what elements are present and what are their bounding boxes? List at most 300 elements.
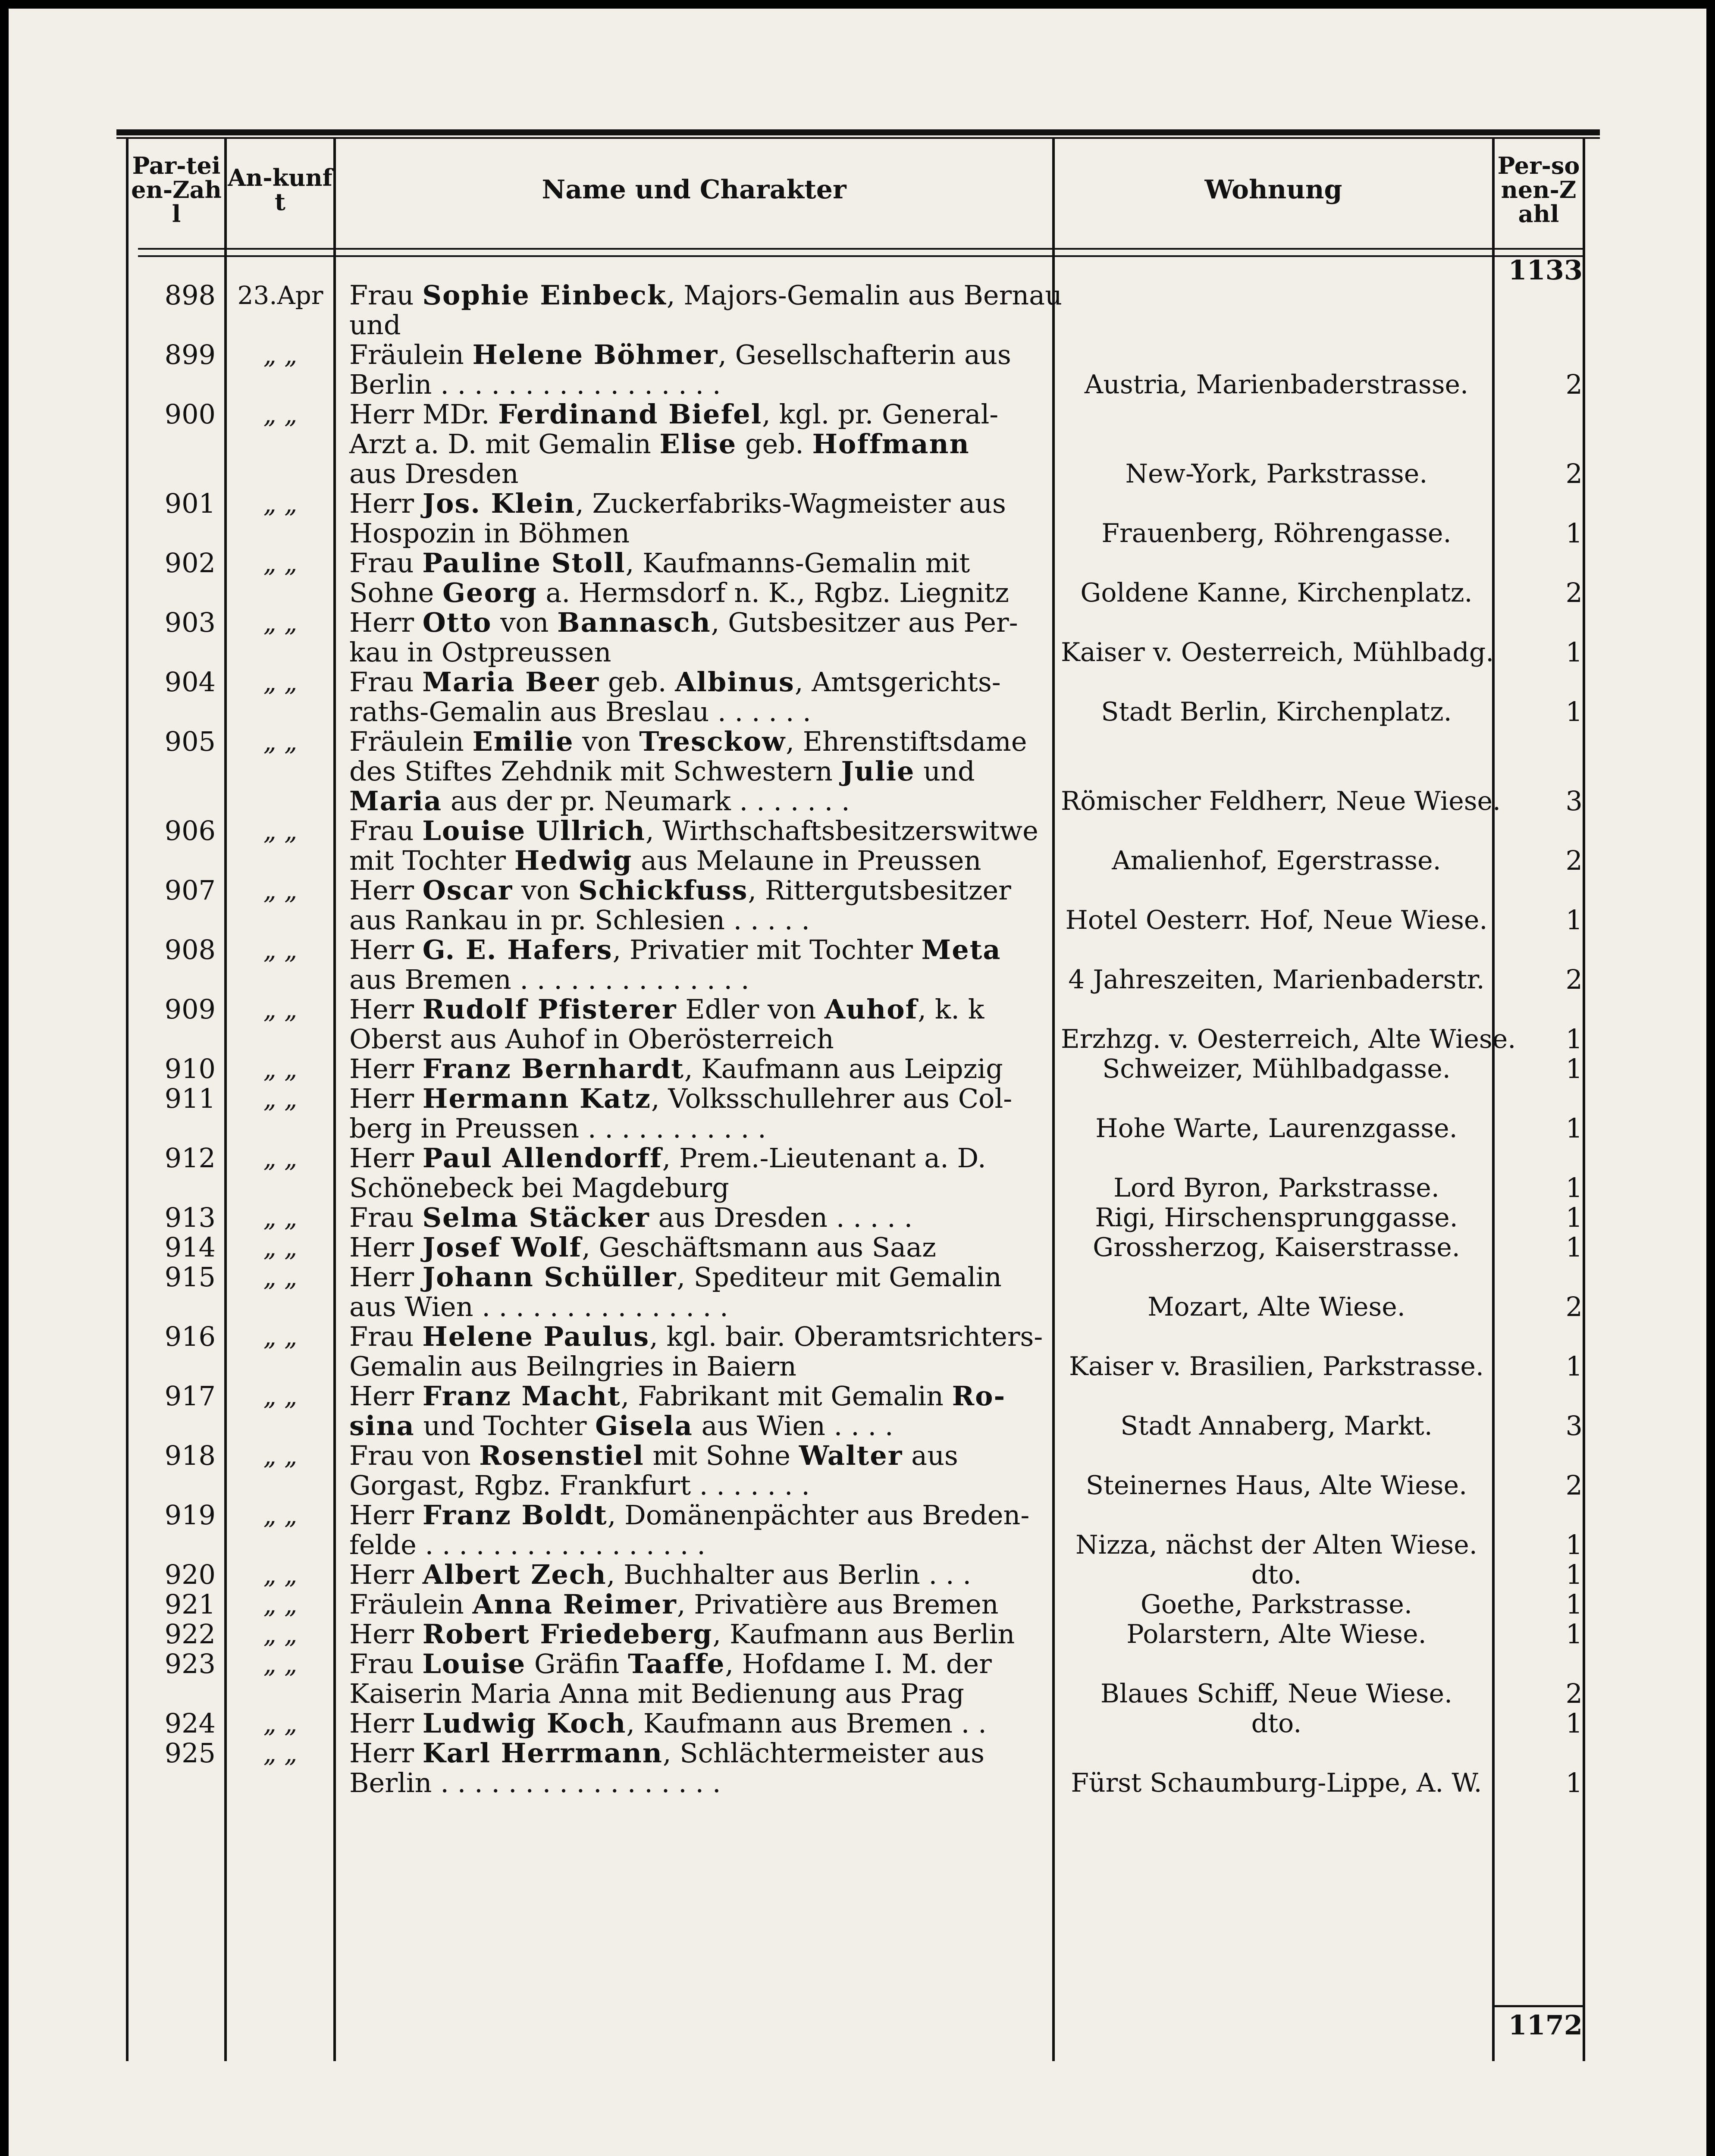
entry-text: , Gesellschafterin aus: [718, 339, 1011, 370]
residence: Mozart, Alte Wiese.: [1148, 1292, 1405, 1322]
register-page: [9, 9, 1706, 2156]
entry-line: [349, 578, 1039, 608]
guest-name: Schickfuss: [578, 874, 748, 906]
residence: Römischer Feldherr, Neue Wiese.: [1061, 786, 1501, 816]
person-count: 3: [1565, 1410, 1583, 1442]
guest-name: Ro-: [952, 1380, 1006, 1412]
party-number: 899: [164, 339, 216, 370]
entry-line: [349, 1054, 1039, 1084]
entry-text: Herr: [349, 1232, 423, 1263]
entry-text: Herr: [349, 1559, 423, 1590]
guest-name: Meta: [921, 934, 1001, 965]
residence: Kaiser v. Oesterreich, Mühlbadg.: [1061, 637, 1494, 667]
header-name-und-charakter: Name und Charakter: [542, 175, 847, 205]
entry-text: Berlin . . . . . . . . . . . . . . . . .: [349, 369, 721, 400]
entry-text: Herr: [349, 1083, 423, 1114]
guest-name: Paul Allendorff: [422, 1142, 662, 1174]
guest-name-and-character: [349, 1203, 1039, 1232]
header-personen-zahl: Per-sonen-Zahl: [1497, 152, 1580, 228]
party-number: 910: [164, 1053, 216, 1084]
entry-line: [349, 1619, 1039, 1649]
guest-name-and-character: [349, 1708, 1039, 1738]
guest-name: Johann Schüller: [422, 1261, 677, 1293]
guest-name-and-character: [349, 994, 1039, 1054]
person-count: 1: [1565, 696, 1583, 727]
party-number: 913: [164, 1202, 216, 1233]
header-ankunft: An-kunft: [228, 164, 332, 216]
entry-text: , Domänenpächter aus Breden-: [607, 1499, 1030, 1531]
party-number: 919: [164, 1499, 216, 1531]
entry-line: [349, 1768, 1039, 1798]
guest-name: Walter: [799, 1440, 903, 1471]
guest-name-and-character: [349, 1084, 1039, 1143]
entry-text: , Gutsbesitzer aus Per-: [711, 607, 1018, 638]
entry-text: , kgl. pr. General-: [762, 398, 999, 430]
person-count: 1: [1565, 1202, 1583, 1233]
entry-text: Gemalin aus Beilngries in Baiern: [349, 1351, 796, 1382]
entry-text: , Hofdame I. M. der: [725, 1648, 992, 1680]
arrival-date: „ „: [263, 1709, 298, 1738]
guest-name-and-character: [349, 1262, 1039, 1322]
entry-text: Herr MDr.: [349, 398, 499, 430]
person-count: 1: [1565, 1112, 1583, 1144]
guest-name-and-character: [349, 1321, 1043, 1382]
party-number: 904: [164, 666, 216, 698]
residence: Schweizer, Mühlbadgasse.: [1102, 1054, 1451, 1084]
guest-name: Pauline Stoll: [422, 547, 626, 579]
residence: Frauenberg, Röhrengasse.: [1101, 518, 1452, 548]
party-number: 900: [164, 398, 216, 430]
guest-name-and-character: [349, 1381, 1039, 1441]
guest-name-and-character: [349, 1738, 1039, 1798]
entry-text: Herr: [349, 1053, 423, 1084]
entry-line: [349, 816, 1039, 846]
entry-line: [349, 1708, 1039, 1738]
entry-line: [349, 1321, 1043, 1352]
guest-name-and-character: [349, 1619, 1039, 1649]
arrival-date: „ „: [263, 1441, 298, 1470]
guest-name: Tresckow: [639, 726, 786, 757]
entry-line: [349, 727, 1039, 756]
entry-text: , Spediteur mit Gemalin: [677, 1261, 1002, 1293]
residence: Austria, Marienbaderstrasse.: [1084, 370, 1469, 400]
entry-line: [349, 370, 1039, 399]
guest-name: Maria Beer: [422, 666, 600, 698]
entry-text: Frau: [349, 1321, 423, 1352]
guest-name: sina: [349, 1410, 415, 1442]
guest-name: Franz Macht: [422, 1380, 621, 1412]
guest-name-and-character: [349, 340, 1039, 399]
header-parteien-zahl: Par-teien-Zahl: [131, 152, 222, 228]
entry-text: mit Sohne: [644, 1440, 799, 1471]
guest-name: Anna Reimer: [472, 1589, 677, 1620]
entry-line: [349, 1649, 1039, 1679]
arrival-date: „ „: [263, 1322, 298, 1351]
arrival-date: „ „: [263, 1590, 298, 1619]
guest-name-and-character: [349, 1054, 1039, 1084]
person-count: 2: [1565, 1470, 1583, 1501]
guest-name: Karl Herrmann: [422, 1737, 663, 1769]
entry-line: [349, 1500, 1039, 1530]
person-count: 2: [1565, 1291, 1583, 1322]
residence: Blaues Schiff, Neue Wiese.: [1100, 1679, 1453, 1709]
entry-text: von: [492, 607, 558, 638]
entry-text: felde . . . . . . . . . . . . . . . . .: [349, 1529, 705, 1561]
entry-line: [349, 1084, 1039, 1113]
entry-text: aus der pr. Neumark . . . . . . .: [442, 785, 850, 817]
guest-name: Franz Bernhardt: [422, 1053, 684, 1084]
residence: 4 Jahreszeiten, Marienbaderstr.: [1068, 965, 1485, 995]
entry-text: aus Rankau in pr. Schlesien . . . . .: [349, 904, 810, 936]
party-number: 902: [164, 547, 216, 579]
guest-name-and-character: [349, 1232, 1039, 1262]
entry-text: Herr: [349, 874, 423, 906]
entry-text: , Rittergutsbesitzer: [748, 874, 1011, 906]
guest-name-and-character: [349, 816, 1039, 875]
entry-text: Herr: [349, 1499, 423, 1531]
entry-text: Sohne: [349, 577, 443, 608]
header-wohnung: Wohnung: [1204, 175, 1342, 205]
entry-line: [349, 518, 1039, 548]
arrival-date: „ „: [263, 1382, 298, 1411]
entry-line: [349, 667, 1039, 697]
guest-name-and-character: [349, 1560, 1039, 1589]
entry-text: Herr: [349, 1618, 423, 1650]
entry-text: Gorgast, Rgbz. Frankfurt . . . . . . .: [349, 1470, 810, 1501]
entry-text: geb.: [737, 428, 812, 460]
entry-text: und: [915, 755, 975, 787]
party-number: 914: [164, 1232, 216, 1263]
entry-line: [349, 310, 1039, 340]
guest-name: G. E. Hafers: [422, 934, 613, 965]
entry-text: und: [349, 309, 401, 341]
arrival-date: „ „: [263, 1203, 298, 1232]
person-count: 1: [1565, 1351, 1583, 1382]
entry-line: [349, 994, 1039, 1024]
entry-text: aus Wien . . . . . . . . . . . . . . .: [349, 1291, 728, 1322]
guest-name-and-character: [349, 279, 1063, 341]
guest-name: Hermann Katz: [422, 1083, 651, 1114]
entry-text: geb.: [599, 666, 675, 698]
entry-line: [349, 399, 1039, 429]
party-number: 911: [164, 1083, 216, 1114]
entry-text: Gräfin: [526, 1648, 628, 1680]
guest-name: Selma Stäcker: [422, 1202, 650, 1233]
guest-name: Sophie Einbeck: [422, 279, 667, 311]
entry-text: aus Dresden: [349, 458, 519, 489]
entry-text: Fräulein: [349, 339, 473, 370]
entry-line: [349, 1381, 1039, 1411]
arrival-date: „ „: [263, 667, 298, 697]
party-number: 922: [164, 1618, 216, 1650]
residence: Kaiser v. Brasilien, Parkstrasse.: [1069, 1351, 1484, 1382]
entry-text: , Volksschullehrer aus Col-: [651, 1083, 1013, 1114]
entry-text: des Stiftes Zehdnik mit Schwestern: [349, 755, 841, 787]
guest-name-and-character: [349, 1143, 1039, 1203]
party-number: 908: [164, 934, 216, 965]
residence: Lord Byron, Parkstrasse.: [1113, 1173, 1439, 1203]
entry-line: [349, 1679, 1039, 1708]
entry-text: Hospozin in Böhmen: [349, 517, 630, 549]
person-count: 1: [1565, 1559, 1583, 1590]
entry-line: [349, 756, 1039, 786]
end-total: 1172: [1508, 2009, 1583, 2041]
entry-line: [349, 1738, 1039, 1768]
entry-line: [349, 608, 1039, 637]
guest-name: Albert Zech: [422, 1559, 607, 1590]
person-count: 1: [1565, 1232, 1583, 1263]
guest-name: Taaffe: [628, 1648, 725, 1680]
person-count: 1: [1565, 1529, 1583, 1561]
entry-line: [349, 429, 1039, 459]
entry-line: [349, 1351, 1039, 1381]
entry-text: Herr: [349, 488, 423, 519]
entry-text: raths-Gemalin aus Breslau . . . . . .: [349, 696, 811, 727]
entry-text: , Ehrenstiftsdame: [786, 726, 1027, 757]
entry-line: [349, 548, 1039, 578]
entry-text: Herr: [349, 934, 423, 965]
guest-name: Hedwig: [514, 845, 633, 876]
residence: Hohe Warte, Laurenzgasse.: [1095, 1113, 1458, 1144]
guest-name-and-character: [349, 875, 1039, 935]
residence: Amalienhof, Egerstrasse.: [1112, 846, 1441, 876]
person-count: 2: [1565, 845, 1583, 876]
person-count: 1: [1565, 1023, 1583, 1055]
person-count: 1: [1565, 1589, 1583, 1620]
residence: Fürst Schaumburg-Lippe, A. W.: [1071, 1768, 1482, 1798]
entry-text: Herr: [349, 1261, 423, 1293]
entry-line: [349, 965, 1039, 994]
arrival-date: „ „: [263, 608, 298, 637]
entry-line: [349, 279, 1063, 311]
entry-text: , Majors-Gemalin aus Bernau: [666, 279, 1063, 311]
party-number: 915: [164, 1261, 216, 1293]
entry-line: [349, 340, 1039, 370]
entry-text: , k. k: [918, 993, 984, 1025]
entry-text: Frau: [349, 547, 423, 579]
entry-text: Edler von: [677, 993, 825, 1025]
entry-text: , Kaufmann aus Berlin: [712, 1618, 1015, 1650]
entry-text: , Buchhalter aus Berlin . . .: [606, 1559, 972, 1590]
person-count: 1: [1565, 904, 1583, 936]
party-number: 907: [164, 874, 216, 906]
entry-text: Fräulein: [349, 1589, 473, 1620]
entry-text: , Amtsgerichts-: [794, 666, 1001, 698]
residence: Hotel Oesterr. Hof, Neue Wiese.: [1065, 905, 1488, 935]
entry-line: [349, 1441, 1039, 1470]
entry-line: [349, 1470, 1039, 1500]
entry-text: Herr: [349, 993, 423, 1025]
residence: Grossherzog, Kaiserstrasse.: [1093, 1232, 1460, 1263]
party-number: 916: [164, 1321, 216, 1352]
guest-name-and-character: [349, 608, 1039, 667]
entry-line: [349, 1173, 1039, 1203]
party-number: 905: [164, 726, 216, 757]
entry-text: Arzt a. D. mit Gemalin: [349, 428, 660, 460]
entry-text: , Prem.-Lieutenant a. D.: [662, 1142, 986, 1174]
guest-name: Albinus: [675, 666, 795, 698]
entry-text: , Wirthschaftsbesitzerswitwe: [646, 815, 1038, 846]
arrival-date: „ „: [263, 995, 298, 1024]
guest-name: Julie: [841, 755, 915, 787]
entry-text: Herr: [349, 607, 423, 638]
residence: Goethe, Parkstrasse.: [1141, 1589, 1412, 1620]
residence: New-York, Parkstrasse.: [1125, 459, 1428, 489]
arrival-date: „ „: [263, 400, 298, 429]
person-count: 2: [1565, 964, 1583, 995]
person-count: 1: [1565, 1708, 1583, 1739]
entry-line: [349, 1262, 1039, 1292]
party-number: 921: [164, 1589, 216, 1620]
entry-text: , Privatière aus Bremen: [677, 1589, 999, 1620]
residence: Steinernes Haus, Alte Wiese.: [1085, 1470, 1467, 1501]
entry-text: von: [574, 726, 640, 757]
guest-name: Helene Paulus: [422, 1321, 650, 1352]
guest-name-and-character: [349, 548, 1039, 608]
guest-name: Bannasch: [557, 607, 711, 638]
entry-text: , kgl. bair. Oberamtsrichters-: [649, 1321, 1043, 1352]
person-count: 1: [1565, 1172, 1583, 1203]
guest-name-and-character: [349, 399, 1039, 489]
residence: Stadt Annaberg, Markt.: [1120, 1411, 1433, 1441]
guest-name: Maria: [349, 785, 442, 817]
arrival-date: „ „: [263, 1233, 298, 1262]
register-entries: [9, 9, 1706, 2156]
guest-name: Robert Friedeberg: [422, 1618, 713, 1650]
person-count: 2: [1565, 458, 1583, 489]
guest-name: Elise: [659, 428, 737, 460]
guest-name: Oscar: [422, 874, 513, 906]
entry-text: Kaiserin Maria Anna mit Bedienung aus Prag: [349, 1678, 964, 1709]
arrival-date: „ „: [263, 1263, 298, 1292]
guest-name-and-character: [349, 1441, 1039, 1500]
entry-line: [349, 697, 1039, 727]
guest-name-and-character: [349, 1649, 1039, 1708]
entry-text: a. Hermsdorf n. K., Rgbz. Liegnitz: [537, 577, 1009, 608]
entry-text: , Zuckerfabriks-Wagmeister aus: [575, 488, 1006, 519]
entry-text: Schönebeck bei Magdeburg: [349, 1172, 729, 1203]
guest-name: Ludwig Koch: [422, 1708, 627, 1739]
guest-name: Louise Ullrich: [422, 815, 646, 846]
residence: Stadt Berlin, Kirchenplatz.: [1101, 697, 1452, 727]
person-count: 1: [1565, 636, 1583, 668]
entry-text: Oberst aus Auhof in Oberösterreich: [349, 1023, 834, 1055]
entry-text: Fräulein: [349, 726, 473, 757]
person-count: 2: [1565, 369, 1583, 400]
entry-line: [349, 1203, 1039, 1232]
entry-text: , Schlächtermeister aus: [662, 1737, 984, 1769]
party-number: 920: [164, 1559, 216, 1590]
guest-name: Otto: [422, 607, 492, 638]
residence: dto.: [1251, 1560, 1302, 1590]
arrival-date: 23.Apr: [237, 281, 323, 310]
guest-name: Josef Wolf: [422, 1232, 582, 1263]
entry-text: Frau: [349, 666, 423, 698]
entry-text: , Fabrikant mit Gemalin: [621, 1380, 952, 1412]
guest-name-and-character: [349, 935, 1039, 994]
arrival-date: „ „: [263, 1560, 298, 1589]
entry-text: , Kaufmann aus Bremen . .: [626, 1708, 987, 1739]
entry-text: Herr: [349, 1142, 423, 1174]
arrival-date: „ „: [263, 489, 298, 518]
guest-name-and-character: [349, 1589, 1039, 1619]
entry-line: [349, 1292, 1039, 1322]
party-number: 903: [164, 607, 216, 638]
guest-name: Auhof: [825, 993, 918, 1025]
entry-text: Frau: [349, 1648, 423, 1680]
entry-text: aus Melaune in Preussen: [632, 845, 981, 876]
entry-line: [349, 459, 1039, 489]
entry-text: Frau: [349, 815, 423, 846]
entry-line: [349, 786, 1039, 816]
entry-text: aus: [903, 1440, 958, 1471]
arrival-date: „ „: [263, 1054, 298, 1084]
entry-text: Berlin . . . . . . . . . . . . . . . . .: [349, 1767, 721, 1799]
party-number: 898: [164, 279, 216, 311]
guest-name: Jos. Klein: [422, 488, 576, 519]
arrival-date: „ „: [263, 935, 298, 965]
entry-text: Herr: [349, 1708, 423, 1739]
party-number: 925: [164, 1737, 216, 1769]
guest-name: Gisela: [595, 1410, 693, 1442]
residence: Rigi, Hirschensprunggasse.: [1095, 1203, 1458, 1233]
entry-line: [349, 1113, 1039, 1143]
party-number: 906: [164, 815, 216, 846]
person-count: 1: [1565, 1053, 1583, 1084]
residence: Goldene Kanne, Kirchenplatz.: [1080, 578, 1473, 608]
entry-line: [349, 1232, 1039, 1262]
residence: Polarstern, Alte Wiese.: [1126, 1619, 1427, 1649]
entry-text: und Tochter: [414, 1410, 596, 1442]
guest-name: Emilie: [472, 726, 574, 757]
guest-name-and-character: [349, 727, 1039, 816]
entry-line: [349, 935, 1039, 965]
entry-text: , Kaufmann aus Leipzig: [684, 1053, 1003, 1084]
guest-name: Rudolf Pfisterer: [422, 993, 677, 1025]
entry-text: berg in Preussen . . . . . . . . . . .: [349, 1112, 766, 1144]
entry-line: [349, 1143, 1039, 1173]
party-number: 917: [164, 1380, 216, 1412]
entry-text: , Geschäftsmann aus Saaz: [582, 1232, 936, 1263]
entry-text: mit Tochter: [349, 845, 514, 876]
person-count: 2: [1565, 577, 1583, 608]
arrival-date: „ „: [263, 727, 298, 756]
guest-name: Louise: [422, 1648, 526, 1680]
residence: Nizza, nächst der Alten Wiese.: [1075, 1530, 1477, 1560]
person-count: 3: [1565, 785, 1583, 817]
guest-name: Rosenstiel: [479, 1440, 644, 1471]
arrival-date: „ „: [263, 1501, 298, 1530]
entry-text: Frau von: [349, 1440, 480, 1471]
carry-total: 1133: [1508, 254, 1583, 286]
arrival-date: „ „: [263, 340, 298, 370]
person-count: 1: [1565, 1618, 1583, 1650]
guest-name: Helene Böhmer: [472, 339, 718, 370]
entry-line: [349, 489, 1039, 518]
arrival-date: „ „: [263, 548, 298, 578]
party-number: 918: [164, 1440, 216, 1471]
guest-name: Georg: [442, 577, 537, 608]
party-number: 923: [164, 1648, 216, 1680]
entry-text: kau in Ostpreussen: [349, 636, 611, 668]
arrival-date: „ „: [263, 1649, 298, 1679]
entry-text: aus Wien . . . .: [693, 1410, 894, 1442]
arrival-date: „ „: [263, 1144, 298, 1173]
entry-line: [349, 1411, 1039, 1441]
party-number: 901: [164, 488, 216, 519]
entry-line: [349, 1560, 1039, 1589]
entry-text: , Kaufmanns-Gemalin mit: [625, 547, 970, 579]
